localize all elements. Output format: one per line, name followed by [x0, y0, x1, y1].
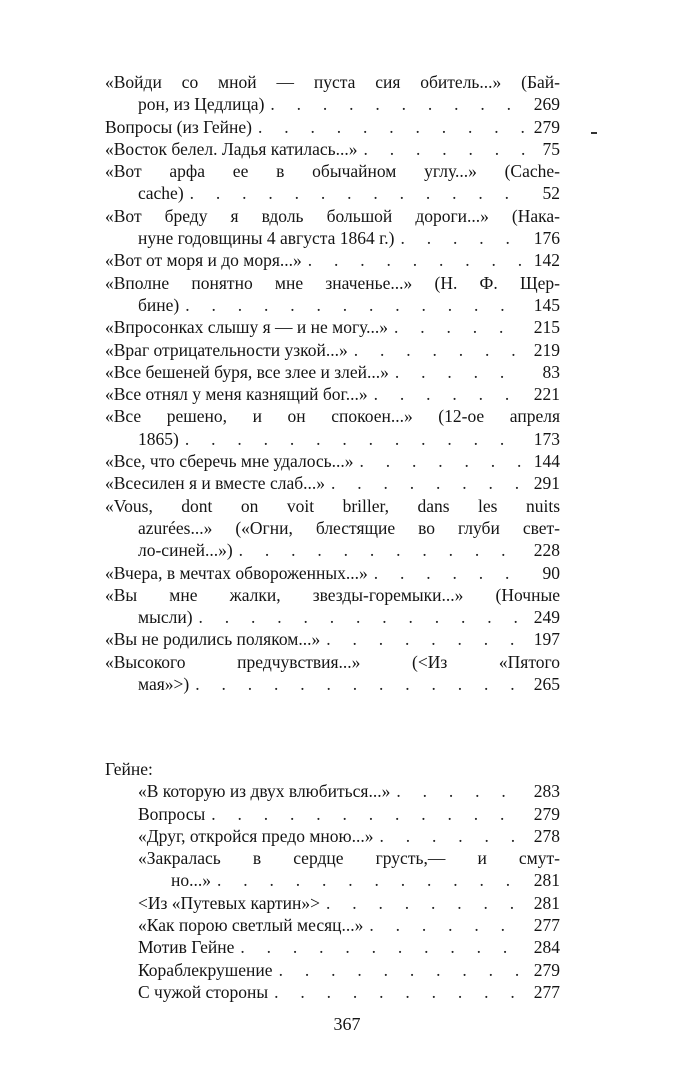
entry-line: [105, 182, 560, 204]
entry-title: рон, из Цедлица): [138, 94, 265, 115]
entry-line: [105, 227, 560, 249]
entry-title: «Всесилен я и вместе слаб...»: [105, 473, 325, 494]
index-entry: [105, 405, 560, 450]
entry-line: [105, 249, 560, 271]
heine-section: [105, 758, 560, 1003]
dot-leader: [189, 673, 526, 695]
entry-line: [105, 405, 560, 427]
entry-page: 221: [533, 384, 560, 405]
entry-line: [105, 673, 560, 695]
index-entry: [105, 825, 560, 847]
entry-line: [105, 517, 560, 539]
entry-title: <Из «Путевых картин»>: [138, 892, 321, 913]
entry-page: 277: [533, 915, 560, 936]
dot-leader: [184, 182, 526, 204]
entry-line: [105, 780, 560, 802]
index-entry: [105, 71, 560, 116]
entry-page: 279: [533, 803, 560, 824]
dot-leader: [211, 869, 526, 891]
index-entry: [105, 316, 560, 338]
entry-page: 52: [542, 183, 560, 204]
entry-title: мысли): [138, 607, 193, 628]
entry-line: [105, 628, 560, 650]
dot-leader: [325, 472, 526, 494]
entry-line: [105, 472, 560, 494]
entry-page: 279: [533, 116, 560, 137]
dot-leader: [193, 606, 526, 628]
dot-leader: [205, 803, 526, 825]
index-entry: [105, 205, 560, 250]
entry-page: 269: [533, 94, 560, 115]
entry-title: «Все отнял у меня казнящий бог...»: [105, 384, 368, 405]
entry-line: [105, 562, 560, 584]
entry-line: [105, 495, 560, 517]
section-heading: Гейне:: [105, 759, 153, 779]
dot-leader: [390, 780, 526, 802]
entry-title: «Закралась в сердце грусть,— и смут-: [138, 848, 560, 869]
entry-title: «Все бешеней буря, все злее и злей...»: [105, 361, 389, 382]
entry-line: [105, 892, 560, 914]
entry-title: «Войди со мной — пуста сия обитель...» (Бай-: [105, 72, 560, 92]
page-number: 367: [333, 1014, 361, 1034]
entry-line: [105, 160, 560, 182]
entry-page: 284: [533, 937, 560, 958]
margin-mark: [591, 132, 597, 134]
dot-leader: [234, 936, 526, 958]
entry-line: [105, 651, 560, 673]
entry-page: 173: [533, 428, 560, 449]
entry-line: [105, 847, 560, 869]
entry-line: [105, 936, 560, 958]
entry-page: 283: [533, 781, 560, 802]
entry-line: [105, 825, 560, 847]
entry-title: «Вот арфа ее в обычайном углу...» (Cache-: [105, 161, 560, 182]
entry-line: [105, 428, 560, 450]
entry-title: Вопросы (из Гейне): [105, 116, 252, 137]
entry-line: [105, 959, 560, 981]
index-entry: [105, 272, 560, 317]
entry-title: С чужой стороны: [138, 981, 269, 1002]
entry-page: 142: [533, 250, 560, 271]
dot-leader: [320, 628, 526, 650]
entry-line: [105, 116, 560, 138]
entry-page: 90: [542, 562, 560, 583]
index-entry: [105, 892, 560, 914]
entry-page: 291: [533, 473, 560, 494]
entry-line: [105, 339, 560, 361]
dot-leader: [357, 138, 526, 160]
dot-leader: [348, 339, 526, 361]
entry-title: ло-синей...»): [138, 540, 233, 561]
entry-page: 144: [533, 451, 560, 472]
entry-page: 279: [533, 959, 560, 980]
index-entry: [105, 914, 560, 936]
entry-title: бине): [138, 294, 180, 315]
entry-page: 75: [542, 138, 560, 159]
entry-line: [105, 71, 560, 93]
index-entry: [105, 562, 560, 584]
index-entry: [105, 249, 560, 271]
entry-page: 228: [533, 540, 560, 561]
entry-title: «Вот от моря и до моря...»: [105, 250, 302, 271]
entry-line: [105, 383, 560, 405]
entry-title: Вопросы: [138, 803, 206, 824]
entry-title: «Восток белел. Ладья катилась...»: [105, 138, 358, 159]
entry-title: нуне годовщины 4 августа 1864 г.): [138, 228, 395, 249]
entry-page: 176: [533, 228, 560, 249]
entry-title: «Все решено, и он спокоен...» (12-ое апреля: [105, 406, 560, 427]
entry-title: «Вчера, в мечтах обвороженных...»: [105, 562, 368, 583]
entry-line: [105, 869, 560, 891]
entry-line: [105, 803, 560, 825]
entry-line: [105, 138, 560, 160]
entry-line: [105, 981, 560, 1003]
entry-line: [105, 294, 560, 316]
index-entry: [105, 651, 560, 696]
dot-leader: [354, 450, 526, 472]
entry-page: 83: [542, 361, 560, 382]
entry-title: «Друг, откройся предо мною...»: [138, 825, 374, 846]
entry-line: [105, 584, 560, 606]
entry-page: 265: [533, 674, 560, 695]
entry-line: [105, 450, 560, 472]
entry-title: «Высокого предчувствия...» (<Из «Пятого: [105, 651, 560, 672]
entry-title: «Вполне понятно мне значенье...» (Н. Ф. Щер-: [105, 272, 560, 293]
entry-title: «Вот бреду я вдоль большой дороги...» (Нака-: [105, 205, 560, 226]
entry-title: Кораблекрушение: [138, 959, 273, 980]
index-list: [105, 71, 560, 695]
index-entry: [105, 981, 560, 1003]
entry-line: [105, 539, 560, 561]
entry-page: 281: [533, 892, 560, 913]
dot-leader: [273, 959, 526, 981]
index-entry: [105, 628, 560, 650]
index-entry: [105, 383, 560, 405]
entry-title: «Все, что сберечь мне удалось...»: [105, 451, 354, 472]
entry-title: мая»>): [138, 674, 190, 695]
entry-line: [105, 606, 560, 628]
index-entry: [105, 780, 560, 802]
entry-title: «В которую из двух влюбиться...»: [138, 781, 391, 802]
entry-title: «Vous, dont on voit briller, dans les nuits: [105, 495, 560, 516]
entry-page: 277: [533, 981, 560, 1002]
index-entry: [105, 339, 560, 361]
index-entry: [105, 361, 560, 383]
entry-title: Мотив Гейне: [138, 937, 235, 958]
entry-title: «Вы мне жалки, звезды-горемыки...» (Ночные: [105, 584, 560, 605]
entry-page: 249: [533, 607, 560, 628]
index-entry: [105, 450, 560, 472]
entry-line: [105, 361, 560, 383]
dot-leader: [179, 428, 526, 450]
dot-leader: [389, 361, 526, 383]
index-entry: [105, 495, 560, 562]
entry-title: cache): [138, 183, 184, 204]
index-entry: [105, 138, 560, 160]
entry-page: 281: [533, 870, 560, 891]
dot-leader: [268, 981, 526, 1003]
index-entry: [105, 803, 560, 825]
dot-leader: [363, 914, 526, 936]
entry-page: 197: [533, 629, 560, 650]
dot-leader: [388, 316, 526, 338]
entry-line: [105, 316, 560, 338]
dot-leader: [395, 227, 526, 249]
index-entry: [105, 584, 560, 629]
dot-leader: [233, 539, 526, 561]
dot-leader: [264, 93, 526, 115]
entry-title: но...»: [171, 870, 211, 891]
dot-leader: [252, 116, 526, 138]
index-entry: [105, 472, 560, 494]
entry-page: 278: [533, 825, 560, 846]
dot-leader: [373, 825, 526, 847]
index-entry: [105, 160, 560, 205]
dot-leader: [368, 562, 526, 584]
entry-line: [105, 93, 560, 115]
entry-page: 215: [533, 317, 560, 338]
dot-leader: [179, 294, 526, 316]
entry-title: 1865): [138, 428, 179, 449]
entry-line: [105, 914, 560, 936]
entry-title: «Впросонках слышу я — и не могу...»: [105, 317, 389, 338]
index-entry: [105, 936, 560, 958]
entry-line: [105, 272, 560, 294]
heine-entries: [105, 780, 560, 1003]
entry-page: 145: [533, 294, 560, 315]
entry-title: azurées...» («Огни, блестящие во глуби свет-: [138, 517, 560, 538]
index-entry: [105, 959, 560, 981]
index-entry: [105, 847, 560, 892]
entry-title: «Как порою светлый месяц...»: [138, 915, 364, 936]
entry-line: [105, 205, 560, 227]
index-entry: [105, 116, 560, 138]
dot-leader: [368, 383, 526, 405]
dot-leader: [302, 249, 526, 271]
entry-page: 219: [533, 339, 560, 360]
dot-leader: [320, 892, 526, 914]
entry-title: «Вы не родились поляком...»: [105, 629, 321, 650]
entry-title: «Враг отрицательности узкой...»: [105, 339, 348, 360]
